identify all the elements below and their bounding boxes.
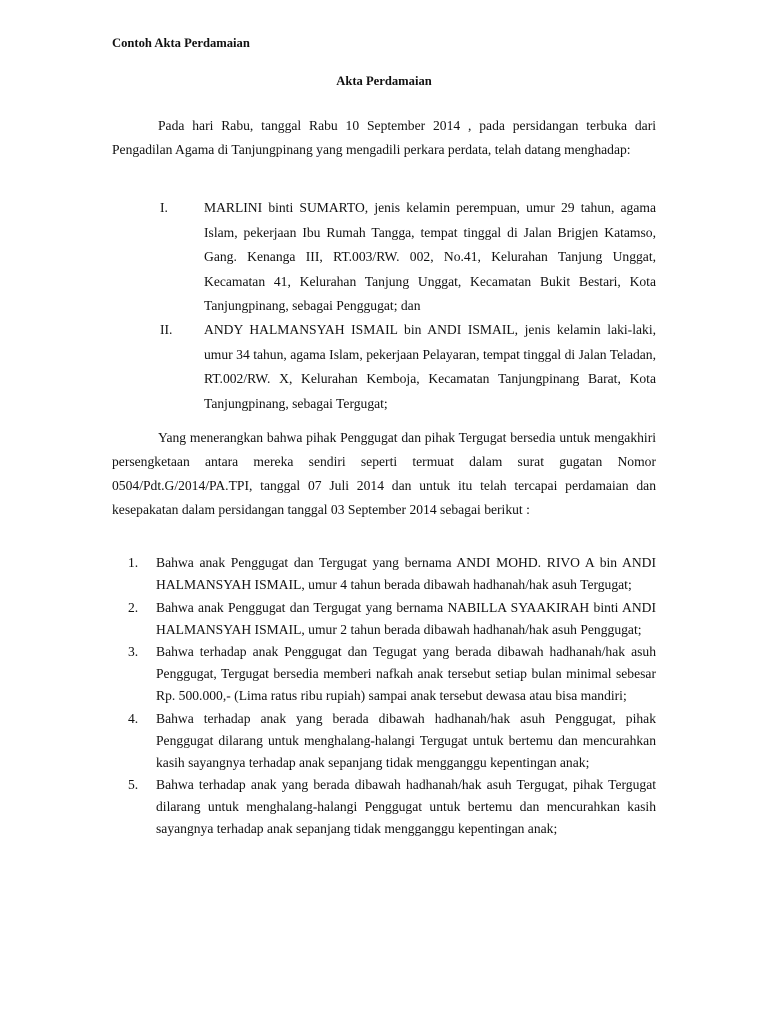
list-item-number: 1.: [128, 555, 139, 570]
list-item: [128, 552, 656, 596]
list-item: [128, 774, 656, 840]
list-item-number: 4.: [128, 710, 139, 726]
list-item-text: Bahwa terhadap anak yang berada dibawah hadhanah/hak asuh Penggugat, pihak Penggugat dilarang untuk menghalang-halangi Tergugat untuk bertemu dan mencurahkan kasih sayangnya terhadap anak sepanjang tidak mengganggu kepentingan anak;: [156, 710, 656, 770]
list-item-text: Bahwa terhadap anak yang berada dibawah hadhanah/hak asuh Tergugat, pihak Tergugat dilarang untuk menghalang-halangi Penggugat untuk bertemu dan mencurahkan kasih sayangnya terhadap anak sepanjang tidak mengganggu kepentingan anak;: [156, 777, 656, 836]
document-header: Contoh Akta Perdamaian: [112, 36, 250, 50]
list-item-number: 3.: [128, 644, 139, 659]
agreement-list: [128, 552, 656, 841]
party-number: I.: [160, 200, 168, 215]
party-text: MARLINI binti SUMARTO, jenis kelamin perempuan, umur 29 tahun, agama Islam, pekerjaan Ibu Rumah Tangga, tempat tinggal di Jalan Brigjen Katamso, Gang. Kenanga III, RT.003/RW. 002, No.41, Kelurahan Tanjung Unggat, Kecamatan 41, Kelurahan Tanjung Unggat, Kecamatan Bukit Bestari, Kota Tanjungpinang, sebagai Penggugat; dan: [204, 200, 656, 313]
party-number: II.: [160, 322, 173, 337]
party-text: ANDY HALMANSYAH ISMAIL bin ANDI ISMAIL, jenis kelamin laki-laki, umur 34 tahun, agama Islam, pekerjaan Pelayaran, tempat tinggal di Jalan Teladan, RT.002/RW. X, Kelurahan Kemboja, Kecamatan Tanjungpinang Barat, Kota Tanjungpinang, sebagai Tergugat;: [204, 322, 656, 411]
intro-paragraph: Pada hari Rabu, tanggal Rabu 10 September 2014 , pada persidangan terbuka dari Pengadilan Agama di Tanjungpinang yang mengadili perkara perdata, telah datang menghadap:: [112, 118, 656, 157]
document-title: Akta Perdamaian: [336, 74, 432, 88]
list-item-number: 5.: [128, 777, 139, 792]
list-item-number: 2.: [128, 599, 139, 615]
list-item-text: Bahwa anak Penggugat dan Tergugat yang bernama ANDI MOHD. RIVO A bin ANDI HALMANSYAH ISMAIL, umur 4 tahun berada dibawah hadhanah/hak asuh Tergugat;: [156, 555, 656, 592]
list-item: [128, 641, 656, 707]
list-item: [128, 708, 656, 774]
list-item-text: Bahwa anak Penggugat dan Tergugat yang bernama NABILLA SYAAKIRAH binti ANDI HALMANSYAH ISMAIL, umur 2 tahun berada dibawah hadhanah/hak asuh Penggugat;: [156, 599, 656, 637]
statement-paragraph: Yang menerangkan bahwa pihak Penggugat dan pihak Tergugat bersedia untuk mengakhiri persengketaan antara mereka sendiri seperti termuat dalam surat gugatan Nomor 0504/Pdt.G/2014/PA.TPI, tanggal 07 Juli 2014 dan untuk itu telah tercapai perdamaian dan kesepakatan dalam persidangan tanggal 03 September 2014 sebagai berikut :: [112, 430, 656, 517]
list-item-text: Bahwa terhadap anak Penggugat dan Tegugat yang berada dibawah hadhanah/hak asuh Penggugat, Tergugat bersedia memberi nafkah anak tersebut setiap bulan minimal sebesar Rp. 500.000,- (Lima ratus ribu rupiah) sampai anak tersebut dewasa atau bisa mandiri;: [156, 644, 656, 703]
list-item: [128, 597, 656, 641]
